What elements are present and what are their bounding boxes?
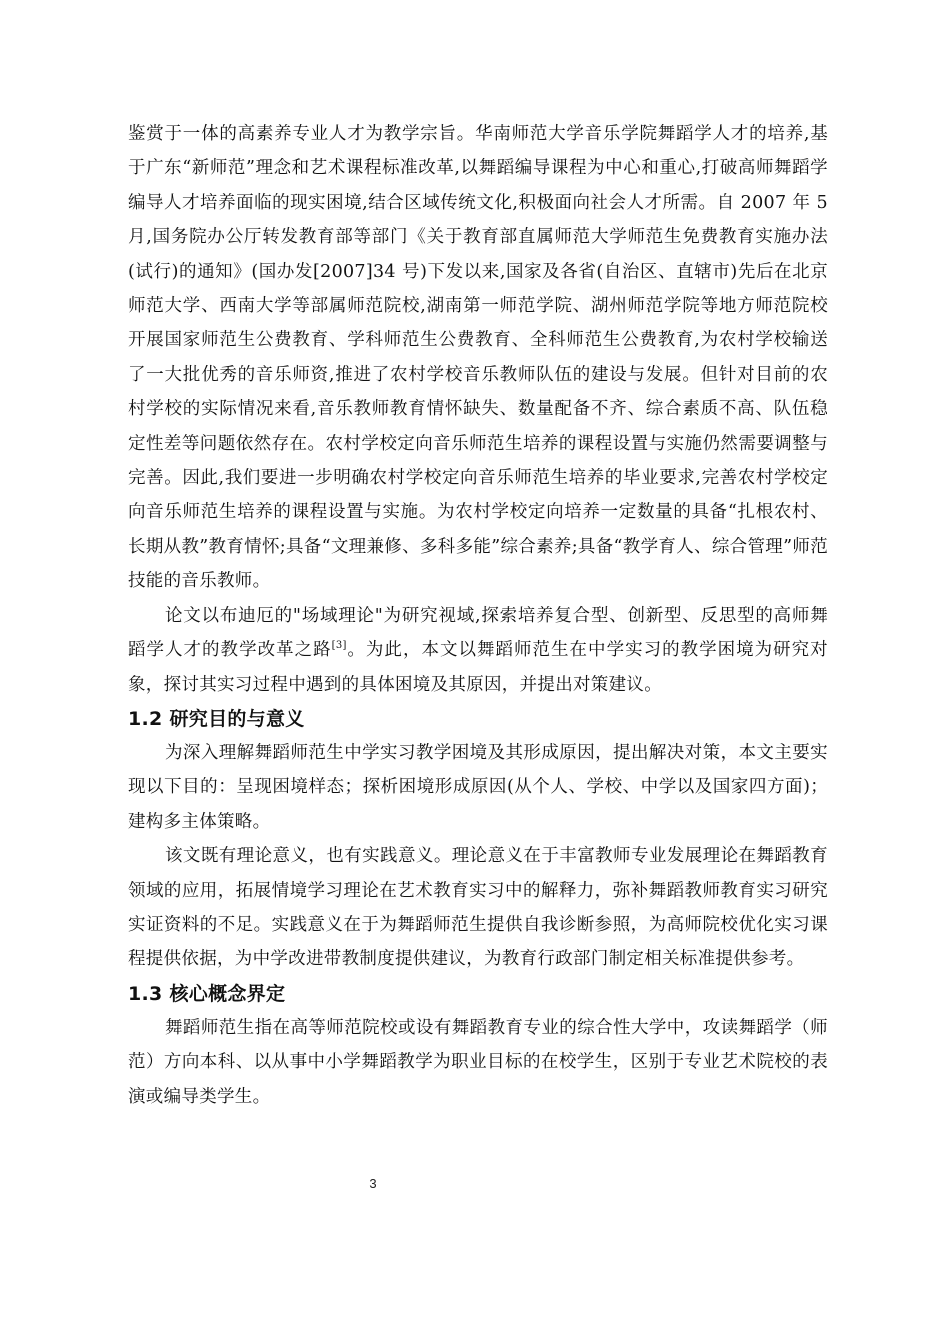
- citation-reference: [3]: [331, 640, 347, 652]
- section-heading-concepts: 1.3 核心概念界定: [128, 982, 286, 1005]
- paragraph-text: 论文以布迪厄的"场域理论"为研究视域,探索培养复合型、创新型、反思型的高师舞蹈学人才的教学改革之路: [128, 605, 828, 661]
- section-heading-purpose: 1.2 研究目的与意义: [128, 707, 305, 730]
- paragraph-significance: 该文既有理论意义，也有实践意义。理论意义在于丰富教师专业发展理论在舞蹈教育领域的应用，拓展情境学习理论在艺术教育实习中的解释力，弥补舞蹈教师教育实习研究实证资料的不足。实践意义在于为舞蹈师范生提供自我诊断参照，为高师院校优化实习课程提供依据，为中学改进带教制度提供建议，为教育行政部门制定相关标准提供参考。: [128, 846, 828, 970]
- page-number: [0, 1176, 950, 1191]
- paragraph-concept-definition: 舞蹈师范生指在高等师范院校或设有舞蹈教育专业的综合性大学中，攻读舞蹈学（师范）方向本科、以从事中小学舞蹈教学为职业目标的在校学生，区别于专业艺术院校的表演或编导类学生。: [128, 1017, 828, 1107]
- paragraph-text: 。为此，本文以舞蹈师范生在中学实习的教学困境为研究对象，探讨其实习过程中遇到的具体困境及其原因，并提出对策建议。: [128, 640, 828, 695]
- paragraph-research-perspective: [128, 599, 828, 702]
- paragraph-research-goals: 为深入理解舞蹈师范生中学实习教学困境及其形成原因，提出解决对策，本文主要实现以下目的：呈现困境样态；探析困境形成原因(从个人、学校、中学以及国家四方面)；建构多主体策略。: [128, 742, 828, 832]
- page-number-text: 3: [369, 1176, 377, 1191]
- paragraph-training-background: 鉴赏于一体的高素养专业人才为教学宗旨。华南师范大学音乐学院舞蹈学人才的培养,基于广东“新师范”理念和艺术课程标准改革,以舞蹈编导课程为中心和重心,打破高师舞蹈学编导人才培养面临的现实困境,结合区域传统文化,积极面向社会人才所需。自 2007 年 5 月,国务院办公厅转发教育部等部门《关于教育部直属师范大学师范生免费教育实施办法(试行)的通知》(国办发[2007]34 号)下发以来,国家及各省(自治区、直辖市)先后在北京师范大学、西南大学等部属师范院校,湖南第一师范学院、湖州师范学院等地方师范院校开展国家师范生公费教育、学科师范生公费教育、全科师范生公费教育,为农村学校输送了一大批优秀的音乐师资,推进了农村学校音乐教师队伍的建设与发展。但针对目前的农村学校的实际情况来看,音乐教师教育情怀缺失、数量配备不齐、综合素质不高、队伍稳定性差等问题依然存在。农村学校定向音乐师范生培养的课程设置与实施仍然需要调整与完善。因此,我们要进一步明确农村学校定向音乐师范生培养的毕业要求,完善农村学校定向音乐师范生培养的课程设置与实施。为农村学校定向培养一定数量的具备“扎根农村、长期从教”教育情怀;具备“文理兼修、多科多能”综合素养;具备“教学育人、综合管理”师范技能的音乐教师。: [128, 124, 828, 592]
- document-body: [128, 117, 828, 1114]
